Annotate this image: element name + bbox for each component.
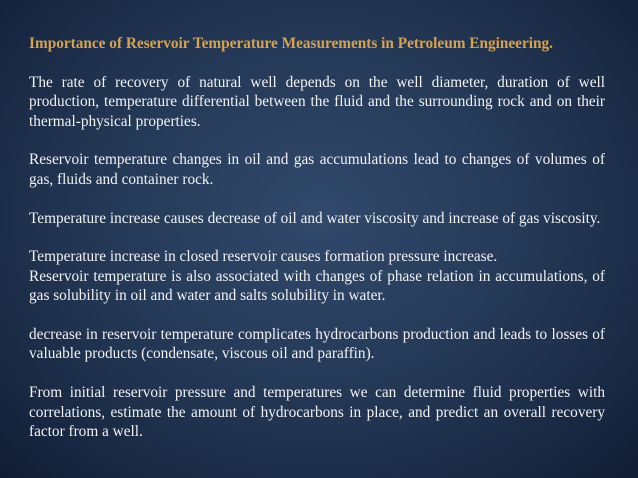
paragraph-temperature-decrease: decrease in reservoir temperature complicates hydrocarbons production and leads to losses of valuable products (condensate, viscous oil and paraffin). bbox=[29, 326, 605, 363]
paragraph-viscosity: Temperature increase causes decrease of oil and water viscosity and increase of gas viscosity. bbox=[29, 209, 601, 227]
paragraph-phase-relation: Reservoir temperature is also associated with changes of phase relation in accumulations, of gas solubility in oil and water and salts solubility in water. bbox=[29, 267, 605, 305]
slide-content bbox=[29, 34, 605, 441]
paragraph-recovery-rate: The rate of recovery of natural well depends on the well diameter, duration of well production, temperature differential between the fluid and the surrounding rock and on their thermal-physical properties. bbox=[29, 73, 605, 130]
paragraph-initial-conditions: From initial reservoir pressure and temperatures we can determine fluid properties with correlations, estimate the amount of hydrocarbons in place, and predict an overall recovery factor from a well. bbox=[29, 384, 605, 441]
paragraph-temperature-changes: Reservoir temperature changes in oil and gas accumulations lead to changes of volumes of gas, fluids and container rock. bbox=[29, 151, 605, 188]
paragraph-formation-pressure: Temperature increase in closed reservoir causes formation pressure increase. bbox=[29, 248, 498, 266]
slide-title: Importance of Reservoir Temperature Measurements in Petroleum Engineering. bbox=[29, 35, 553, 52]
